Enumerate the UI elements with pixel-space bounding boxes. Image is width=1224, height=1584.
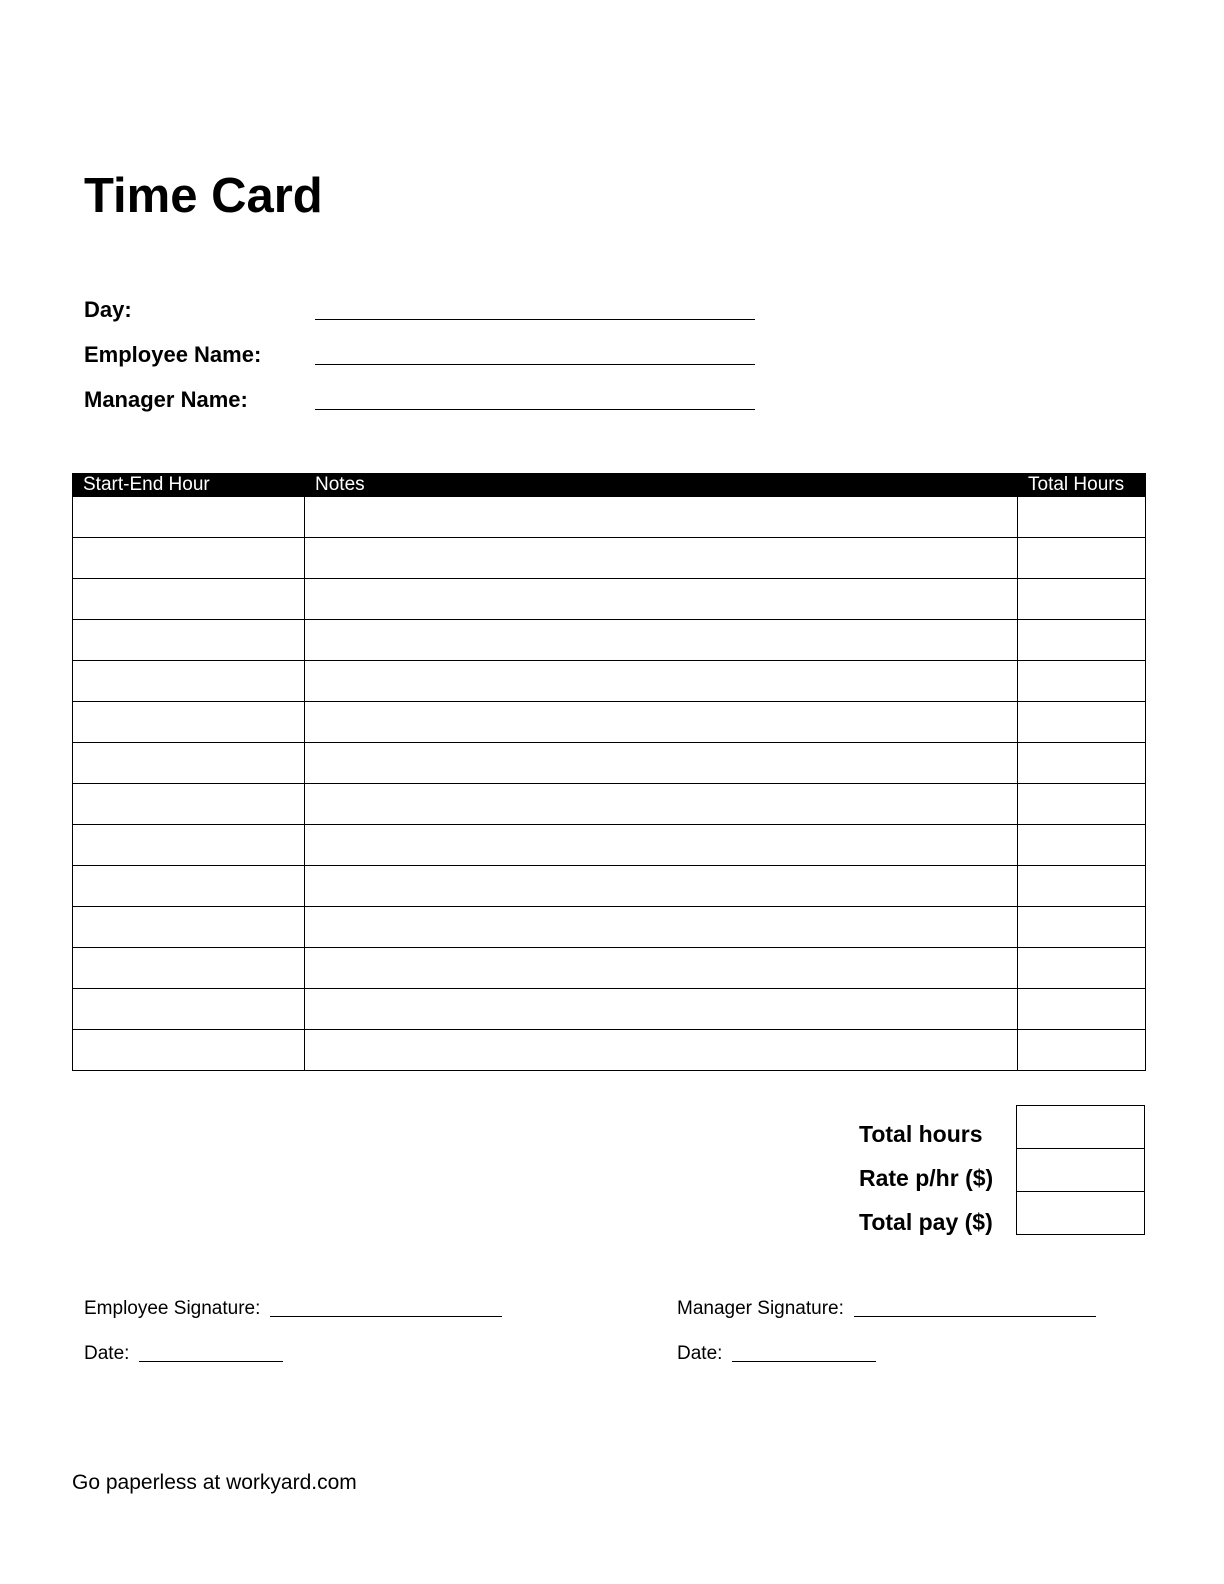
table-row	[73, 538, 1146, 579]
manager-date-field[interactable]	[732, 1361, 876, 1362]
employee-signature-label: Employee Signature:	[84, 1298, 261, 1319]
table-row	[73, 907, 1146, 948]
notes-cell[interactable]	[305, 1030, 1018, 1071]
rate-per-hour-cell[interactable]	[1017, 1149, 1145, 1192]
table-row	[73, 702, 1146, 743]
table-row	[73, 743, 1146, 784]
table-row	[73, 620, 1146, 661]
total-hours-label: Total hours	[859, 1121, 983, 1147]
column-header-start-end-hour: Start-End Hour	[73, 474, 305, 497]
total-hours-cell[interactable]	[1018, 907, 1146, 948]
day-label: Day:	[84, 297, 132, 322]
start-end-hour-cell[interactable]	[73, 825, 305, 866]
employee-signature-field[interactable]	[270, 1316, 502, 1317]
notes-cell[interactable]	[305, 825, 1018, 866]
total-hours-cell[interactable]	[1018, 1030, 1146, 1071]
start-end-hour-cell[interactable]	[73, 989, 305, 1030]
total-hours-cell[interactable]	[1018, 784, 1146, 825]
table-row	[73, 497, 1146, 538]
notes-cell[interactable]	[305, 866, 1018, 907]
total-hours-cell[interactable]	[1018, 866, 1146, 907]
table-row	[73, 1030, 1146, 1071]
start-end-hour-cell[interactable]	[73, 620, 305, 661]
notes-cell[interactable]	[305, 579, 1018, 620]
total-hours-cell[interactable]	[1018, 538, 1146, 579]
manager-name-label: Manager Name:	[84, 387, 248, 412]
notes-cell[interactable]	[305, 497, 1018, 538]
start-end-hour-cell[interactable]	[73, 661, 305, 702]
time-entry-table	[72, 473, 1146, 1071]
start-end-hour-cell[interactable]	[73, 579, 305, 620]
summary-table	[1016, 1105, 1145, 1235]
employee-date-block	[84, 1343, 283, 1365]
start-end-hour-cell[interactable]	[73, 784, 305, 825]
total-hours-cell[interactable]	[1018, 620, 1146, 661]
table-row	[73, 989, 1146, 1030]
total-hours-cell[interactable]	[1018, 579, 1146, 620]
total-hours-cell[interactable]	[1017, 1106, 1145, 1149]
notes-cell[interactable]	[305, 743, 1018, 784]
employee-date-field[interactable]	[139, 1361, 283, 1362]
rate-per-hour-label: Rate p/hr ($)	[859, 1165, 994, 1191]
start-end-hour-cell[interactable]	[73, 907, 305, 948]
total-hours-cell[interactable]	[1018, 702, 1146, 743]
column-header-notes: Notes	[305, 474, 1018, 497]
table-header-row	[73, 474, 1146, 497]
manager-name-field[interactable]	[315, 409, 755, 410]
table-row	[73, 825, 1146, 866]
notes-cell[interactable]	[305, 784, 1018, 825]
manager-signature-field[interactable]	[854, 1316, 1096, 1317]
table-row	[73, 661, 1146, 702]
total-pay-cell[interactable]	[1017, 1192, 1145, 1235]
total-hours-cell[interactable]	[1018, 497, 1146, 538]
notes-cell[interactable]	[305, 989, 1018, 1030]
start-end-hour-cell[interactable]	[73, 702, 305, 743]
footer-promo: Go paperless at workyard.com	[72, 1471, 357, 1494]
total-hours-cell[interactable]	[1018, 989, 1146, 1030]
total-pay-label: Total pay ($)	[859, 1209, 993, 1235]
total-hours-cell[interactable]	[1018, 743, 1146, 784]
start-end-hour-cell[interactable]	[73, 497, 305, 538]
notes-cell[interactable]	[305, 620, 1018, 661]
manager-date-block	[677, 1343, 876, 1365]
start-end-hour-cell[interactable]	[73, 743, 305, 784]
employee-date-label: Date:	[84, 1343, 130, 1364]
total-hours-cell[interactable]	[1018, 948, 1146, 989]
start-end-hour-cell[interactable]	[73, 538, 305, 579]
notes-cell[interactable]	[305, 702, 1018, 743]
employee-name-label: Employee Name:	[84, 342, 262, 367]
start-end-hour-cell[interactable]	[73, 948, 305, 989]
total-hours-cell[interactable]	[1018, 825, 1146, 866]
table-row	[73, 784, 1146, 825]
table-row	[73, 948, 1146, 989]
start-end-hour-cell[interactable]	[73, 866, 305, 907]
notes-cell[interactable]	[305, 948, 1018, 989]
manager-signature-block	[677, 1298, 1096, 1320]
manager-signature-label: Manager Signature:	[677, 1298, 844, 1319]
column-header-total-hours: Total Hours	[1018, 474, 1146, 497]
notes-cell[interactable]	[305, 661, 1018, 702]
manager-date-label: Date:	[677, 1343, 723, 1364]
table-row	[73, 866, 1146, 907]
page-title: Time Card	[84, 169, 323, 223]
employee-name-field[interactable]	[315, 364, 755, 365]
start-end-hour-cell[interactable]	[73, 1030, 305, 1071]
employee-signature-block	[84, 1298, 502, 1320]
notes-cell[interactable]	[305, 907, 1018, 948]
notes-cell[interactable]	[305, 538, 1018, 579]
day-field[interactable]	[315, 319, 755, 320]
total-hours-cell[interactable]	[1018, 661, 1146, 702]
table-row	[73, 579, 1146, 620]
